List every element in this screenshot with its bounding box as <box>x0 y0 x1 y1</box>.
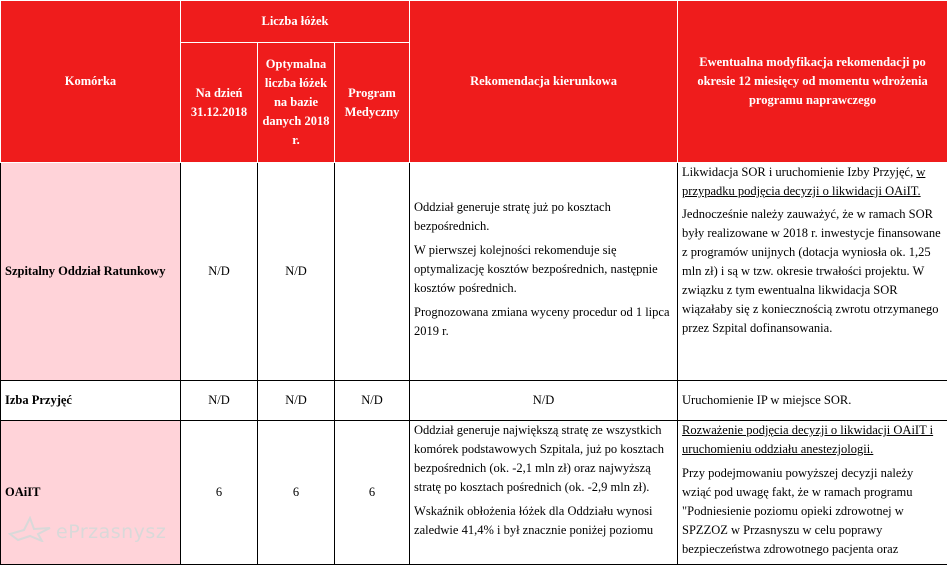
header-komorka: Komórka <box>1 1 181 163</box>
star-logo-icon <box>8 516 52 547</box>
row-name: Izba Przyjęć <box>1 381 181 421</box>
row-program: N/D <box>335 381 410 421</box>
row-optymalna: N/D <box>258 163 335 381</box>
row-modyfikacja <box>678 163 947 381</box>
mod-paragraph: Przy podejmowaniu powyższej decyzji należy wziąć pod uwagę fakt, że w ramach programu "Podniesienie poziomu opieki zdrowotnej w SPZZOZ w Przasnyszu w celu poprawy bezpieczeństwa zdrowotnego pacjenta oraz <box>682 464 943 559</box>
header-program: Program Medyczny <box>335 43 410 163</box>
row-program: 6 <box>335 421 410 565</box>
row-na-dzien: 6 <box>181 421 258 565</box>
watermark-text: ePrzasnysz <box>56 521 166 543</box>
rec-paragraph: Prognozowana zmiana wyceny procedur od 1 lipca 2019 r. <box>414 303 673 341</box>
row-rekomendacja: N/D <box>410 381 678 421</box>
header-modyfikacja: Ewentualna modyfikacja rekomendacji po okresie 12 miesięcy od momentu wdrożenia programu naprawczego <box>678 1 947 163</box>
mod-underlined-text: w przypadku podjęcia decyzji o likwidacji OAiIT. <box>682 165 925 198</box>
rec-paragraph: Oddział generuje największą stratę ze wszystkich komórek podstawowych Szpitala, już po kosztach bezpośrednich (ok. -2,1 mln zł) oraz najwyższą stratę po kosztach pośrednich (ok. -2,9 mln zł). <box>414 421 673 497</box>
header-liczba-lozek: Liczba łóżek <box>181 1 410 43</box>
rec-paragraph: Wskaźnik obłożenia łóżek dla Oddziału wynosi zaledwie 41,4% i był znacznie poniżej poziomu <box>414 502 673 540</box>
watermark-logo <box>8 516 166 547</box>
mod-text: Likwidacja SOR i uruchomienie Izby Przyjęć, <box>682 165 913 179</box>
row-optymalna: N/D <box>258 381 335 421</box>
table-row <box>1 381 947 421</box>
header-optymalna: Optymalna liczba łóżek na bazie danych 2018 r. <box>258 43 335 163</box>
rec-paragraph: W pierwszej kolejności rekomenduje się optymalizację kosztów bezpośrednich, następnie kosztów pośrednich. <box>414 241 673 298</box>
header-row-top <box>1 1 947 43</box>
row-modyfikacja <box>678 421 947 565</box>
header-na-dzien: Na dzień 31.12.2018 <box>181 43 258 163</box>
mod-underlined-text: Rozważenie podjęcia decyzji o likwidacji OAiIT i uruchomieniu oddziału anestezjologii. <box>682 421 943 459</box>
table-row <box>1 163 947 381</box>
row-modyfikacja: Uruchomienie IP w miejsce SOR. <box>678 381 947 421</box>
mod-paragraph: Jednocześnie należy zauważyć, że w ramach SOR były realizowane w 2018 r. inwestycje finansowane z programów unijnych (dotacja wyniosła ok. 1,25 mln zł) i są w tzw. okresie trwałości projektu. W związku z tym ewentualna likwidacja SOR wiązałaby się z koniecznością zwrotu otrzymanego przez Szpital dofinansowania. <box>682 205 943 338</box>
row-name: Szpitalny Oddział Ratunkowy <box>1 163 181 381</box>
row-na-dzien: N/D <box>181 381 258 421</box>
row-name: OAiIT <box>1 421 181 565</box>
row-rekomendacja <box>410 421 678 565</box>
row-rekomendacja <box>410 163 678 381</box>
row-optymalna: 6 <box>258 421 335 565</box>
row-na-dzien: N/D <box>181 163 258 381</box>
rec-paragraph: Oddział generuje stratę już po kosztach bezpośrednich. <box>414 198 673 236</box>
row-program <box>335 163 410 381</box>
header-rekomendacja: Rekomendacja kierunkowa <box>410 1 678 163</box>
